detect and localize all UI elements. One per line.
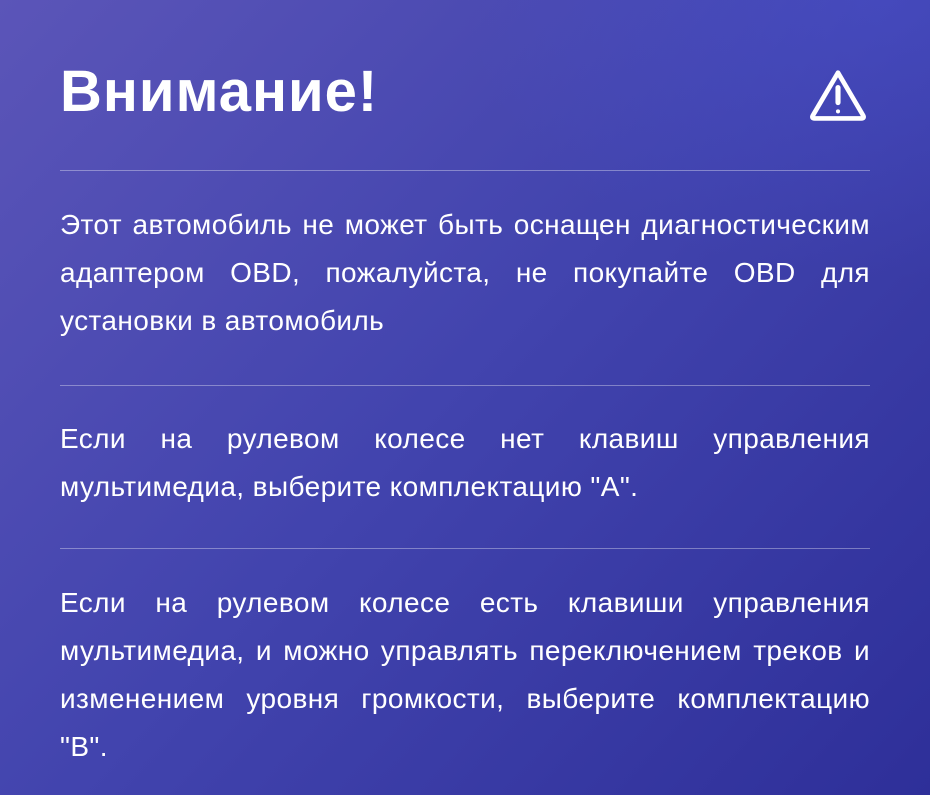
divider-after-paragraph-1 [60, 385, 870, 386]
paragraph-obd-warning: Этот автомобиль не может быть оснащен диагностическим адаптером OBD, пожалуйста, не покупайте OBD для установки в автомобиль [60, 209, 870, 336]
paragraph-trim-a: Если на рулевом колесе нет клавиш управления мультимедиа, выберите комплектацию "А". [60, 423, 870, 502]
warning-triangle-icon [808, 68, 868, 124]
notice-header [60, 0, 870, 124]
page-title: Внимание! [60, 59, 379, 124]
divider-after-title [60, 170, 870, 171]
divider-after-paragraph-2 [60, 548, 870, 549]
paragraph-trim-b: Если на рулевом колесе есть клавиши управления мультимедиа, и можно управлять переключением треков и изменением уровня громкости, выберите комплектацию "B". [60, 587, 870, 762]
